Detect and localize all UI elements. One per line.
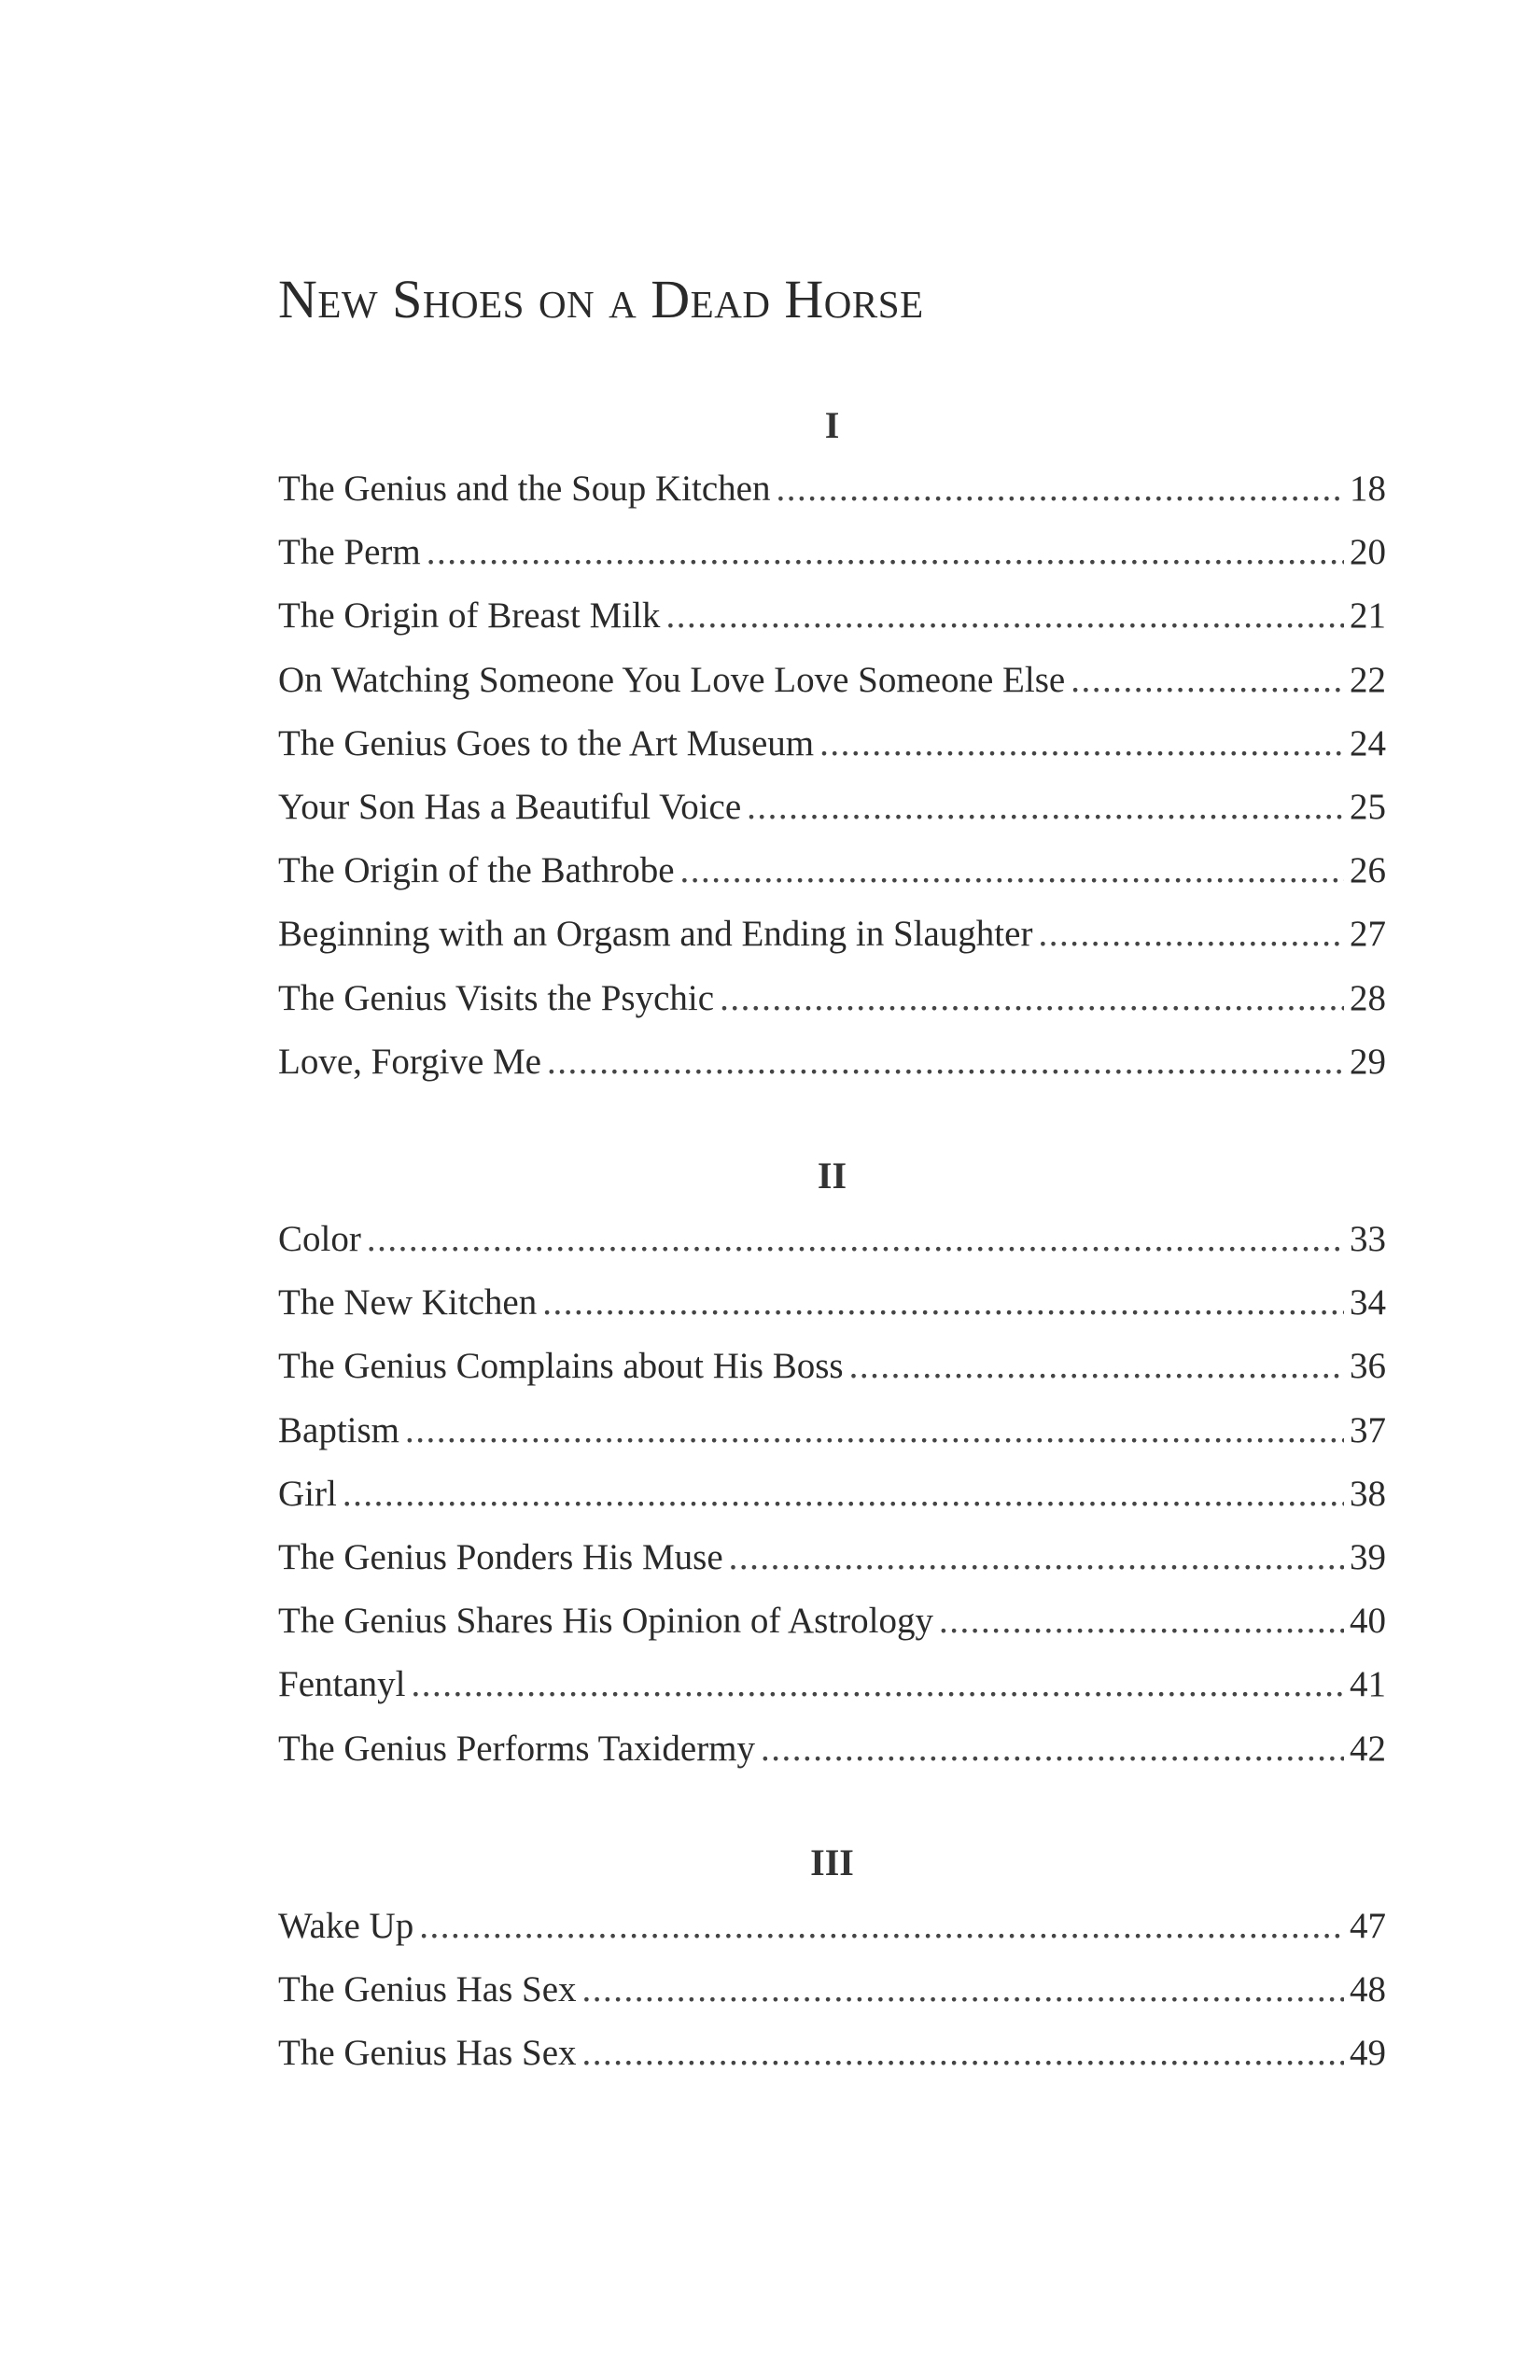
toc-entry	[278, 470, 1386, 534]
toc-entry	[278, 659, 1386, 725]
book-title: New Shoes on a Dead Horse	[278, 269, 924, 329]
entry-title: The Origin of the Bathrobe	[278, 850, 675, 891]
dot-leader	[720, 980, 1344, 1016]
toc-section	[278, 1157, 1386, 1794]
entry-title: Fentanyl	[278, 1664, 406, 1705]
entry-title: The New Kitchen	[278, 1282, 538, 1323]
entry-title: Your Son Has a Beautiful Voice	[278, 786, 742, 827]
entry-page-number: 37	[1350, 1409, 1386, 1450]
entry-title: The Genius Goes to the Art Museum	[278, 722, 815, 763]
dot-leader	[776, 470, 1344, 507]
entry-page-number: 36	[1350, 1346, 1386, 1387]
toc-entry	[278, 534, 1386, 597]
entry-title: Baptism	[278, 1409, 400, 1450]
entry-title: The Genius Has Sex	[278, 2033, 577, 2074]
dot-leader	[367, 1221, 1344, 1257]
toc-entry	[278, 1409, 1386, 1476]
dot-leader	[747, 789, 1344, 825]
entry-title: The Genius Complains about His Boss	[278, 1346, 844, 1387]
dot-leader	[343, 1476, 1344, 1512]
dot-leader	[582, 1971, 1344, 2008]
entry-list	[278, 470, 1386, 1107]
toc-entry	[278, 1666, 1386, 1729]
entry-page-number: 21	[1350, 595, 1386, 637]
entry-title: Color	[278, 1219, 361, 1259]
toc-entry	[278, 977, 1386, 1043]
entry-list	[278, 1221, 1386, 1794]
entry-title: The Origin of Breast Milk	[278, 595, 661, 637]
entry-page-number: 20	[1350, 532, 1386, 573]
entry-title: The Genius Performs Taxidermy	[278, 1728, 756, 1769]
toc-entry	[278, 722, 1386, 789]
entry-title: On Watching Someone You Love Love Someone Else	[278, 659, 1066, 700]
entry-page-number: 48	[1350, 1969, 1386, 2010]
dot-leader	[411, 1666, 1344, 1702]
entry-page-number: 29	[1350, 1041, 1386, 1082]
entry-page-number: 38	[1350, 1473, 1386, 1514]
section-heading: III	[810, 1841, 854, 1883]
entry-page-number: 22	[1350, 659, 1386, 700]
entry-page-number: 49	[1350, 2033, 1386, 2074]
dot-leader	[729, 1539, 1344, 1575]
toc-entry	[278, 786, 1386, 852]
entry-title: The Genius Ponders His Muse	[278, 1536, 723, 1577]
entry-page-number: 18	[1350, 469, 1386, 509]
dot-leader	[849, 1348, 1344, 1384]
toc-entry	[278, 1536, 1386, 1603]
entry-page-number: 27	[1350, 914, 1386, 955]
entry-title: The Genius Shares His Opinion of Astrology	[278, 1601, 933, 1642]
entry-title: Love, Forgive Me	[278, 1041, 541, 1082]
toc-entry	[278, 916, 1386, 979]
entry-page-number: 25	[1350, 786, 1386, 827]
dot-leader	[1038, 916, 1344, 952]
section-heading: II	[817, 1155, 847, 1197]
toc-section	[278, 1841, 1386, 2099]
toc-entry	[278, 1043, 1386, 1107]
toc-entry	[278, 1908, 1386, 1971]
entry-title: Beginning with an Orgasm and Ending in Slaughter	[278, 914, 1033, 955]
dot-leader	[427, 534, 1344, 570]
toc-entry	[278, 852, 1386, 916]
toc-entry	[278, 1473, 1386, 1539]
entry-page-number: 39	[1350, 1536, 1386, 1577]
toc-entry	[278, 1221, 1386, 1284]
dot-leader	[761, 1730, 1344, 1767]
section-heading: I	[824, 404, 840, 446]
toc-entry	[278, 1348, 1386, 1411]
toc-entry	[278, 2035, 1386, 2098]
dot-leader	[405, 1412, 1344, 1449]
dot-leader	[582, 2035, 1344, 2071]
dot-leader	[542, 1284, 1344, 1321]
toc-entry	[278, 597, 1386, 661]
entry-page-number: 40	[1350, 1601, 1386, 1642]
toc-section	[278, 404, 1386, 1107]
entry-list	[278, 1908, 1386, 2099]
entry-title: The Genius Has Sex	[278, 1969, 577, 2010]
dot-leader	[939, 1603, 1344, 1639]
entry-page-number: 34	[1350, 1282, 1386, 1323]
entry-page-number: 26	[1350, 850, 1386, 891]
toc-entry	[278, 1284, 1386, 1348]
entry-page-number: 47	[1350, 1906, 1386, 1946]
entry-page-number: 42	[1350, 1728, 1386, 1769]
dot-leader	[819, 725, 1344, 762]
toc-entry	[278, 1603, 1386, 1666]
entry-title: Wake Up	[278, 1906, 414, 1946]
dot-leader	[1071, 662, 1344, 698]
dot-leader	[547, 1043, 1344, 1080]
entry-page-number: 41	[1350, 1664, 1386, 1705]
entry-title: The Genius Visits the Psychic	[278, 977, 715, 1018]
entry-title: Girl	[278, 1473, 337, 1514]
entry-page-number: 24	[1350, 722, 1386, 763]
entry-page-number: 28	[1350, 977, 1386, 1018]
toc-entry	[278, 1971, 1386, 2035]
dot-leader	[680, 852, 1344, 889]
entry-title: The Perm	[278, 532, 421, 573]
entry-page-number: 33	[1350, 1219, 1386, 1259]
toc-entry	[278, 1730, 1386, 1794]
dot-leader	[419, 1908, 1344, 1944]
entry-title: The Genius and the Soup Kitchen	[278, 469, 771, 509]
dot-leader	[665, 597, 1344, 634]
